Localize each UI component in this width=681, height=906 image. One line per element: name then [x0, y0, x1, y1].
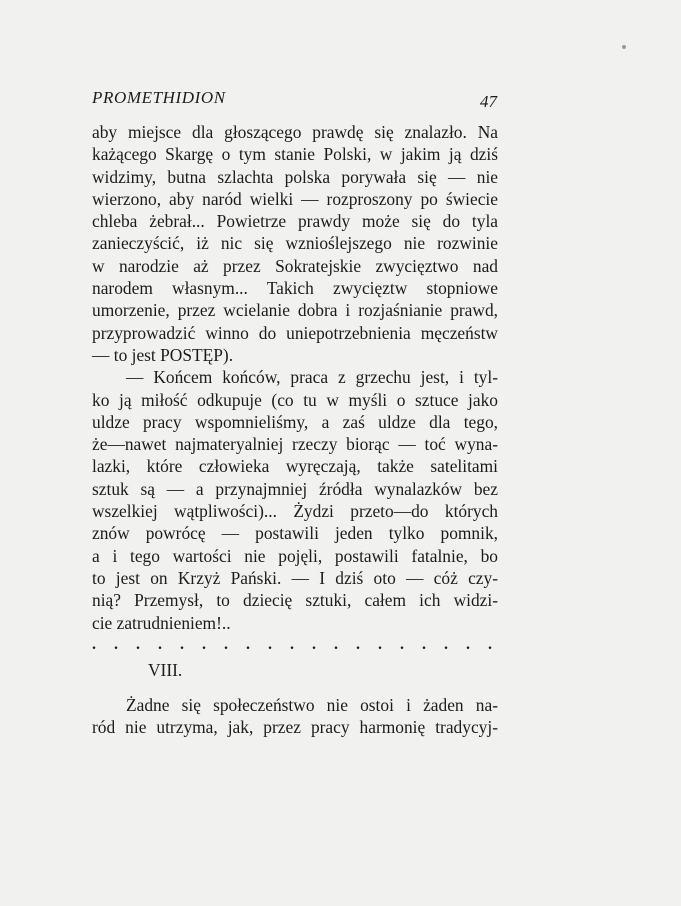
text-line: w narodzie aż przez Sokratejskie zwycięztwo nad [92, 255, 498, 276]
dot: . [400, 635, 404, 653]
text-line: wszelkiej wątpliwości)... Żydzi przeto—do których [92, 501, 498, 522]
running-head: PROMETHIDION [92, 88, 226, 107]
dot: . [488, 635, 492, 653]
dot: . [378, 635, 382, 653]
dot: . [466, 635, 470, 653]
section-heading: VIII. [148, 660, 183, 680]
dot: . [356, 635, 360, 653]
text-line: to jest on Krzyż Pański. — I dziś oto — cóż czy- [92, 567, 498, 588]
section-text [92, 694, 498, 739]
dot: . [180, 635, 184, 653]
text-line: — to jest POSTĘP). [92, 344, 234, 365]
dot: . [224, 635, 228, 653]
text-line: Żadne się społeczeństwo nie ostoi i żaden na- [126, 695, 498, 715]
text-line: — Końcem końców, praca z grzechu jest, i tyl- [126, 367, 498, 388]
text-line: nią? Przemysł, to dziecię sztuki, całem ich widzi- [92, 590, 498, 611]
dot: . [444, 635, 448, 653]
main-text [92, 121, 498, 656]
text-line: chleba żebrał... Powietrze prawdy może się do tyla [92, 211, 498, 232]
dot: . [422, 635, 426, 653]
text-line: a i tego wartości nie pojęli, postawili fatalnie, bo [92, 545, 498, 566]
text-line: że—nawet najmateryalniej rzeczy biorąc — toć wyna- [92, 434, 498, 455]
dot: . [290, 635, 294, 653]
text-line: sztuk są — a przynajmniej źródła wynalazków bez [92, 478, 498, 499]
text-line: znów powrócę — postawili jeden tylko pomnik, [92, 523, 498, 544]
dot: . [114, 635, 118, 653]
text-line: przyprowadzić winno do uniepotrzebnienia męczeństw [92, 322, 498, 343]
text-line: lazki, które człowieka wyręczają, także satelitami [92, 456, 498, 477]
dot: . [202, 635, 206, 653]
dot: . [92, 635, 96, 653]
dot: . [246, 635, 250, 653]
text-line: umorzenie, przez wcielanie dobra i rozjaśnianie prawd, [92, 300, 498, 321]
dot: . [268, 635, 272, 653]
text-line: narodem własnym... Takich zwycięztw stopniowe [92, 278, 498, 299]
paper-speck [622, 45, 626, 49]
dot: . [334, 635, 338, 653]
text-line: wierzono, aby naród wielki — rozproszony po świecie [92, 188, 498, 209]
dot: . [136, 635, 140, 653]
page-number: 47 [480, 92, 497, 111]
text-line: ko ją miłość odkupuje (co tu w myśli o sztuce jako [92, 389, 498, 410]
text-line: aby miejsce dla głoszącego prawdę się znalazło. Na [92, 122, 498, 142]
dot: . [312, 635, 316, 653]
dot: . [158, 635, 162, 653]
text-line: cie zatrudnieniem!.. [92, 612, 231, 633]
text-line: zanieczyścić, iż nic się wznioślejszego nie rozwinie [92, 233, 498, 254]
ellipsis-dot-row [92, 634, 492, 656]
text-line: widzimy, butna szlachta polska porywała się — nie [92, 166, 498, 187]
text-line: ród nie utrzyma, jak, przez pracy harmonię tradycyj- [92, 717, 498, 738]
text-line: każącego Skargę o tym stanie Polski, w jakim ją dziś [92, 144, 498, 165]
text-line: uldze pracy wspomnieliśmy, a zaś uldze dla tego, [92, 411, 498, 432]
